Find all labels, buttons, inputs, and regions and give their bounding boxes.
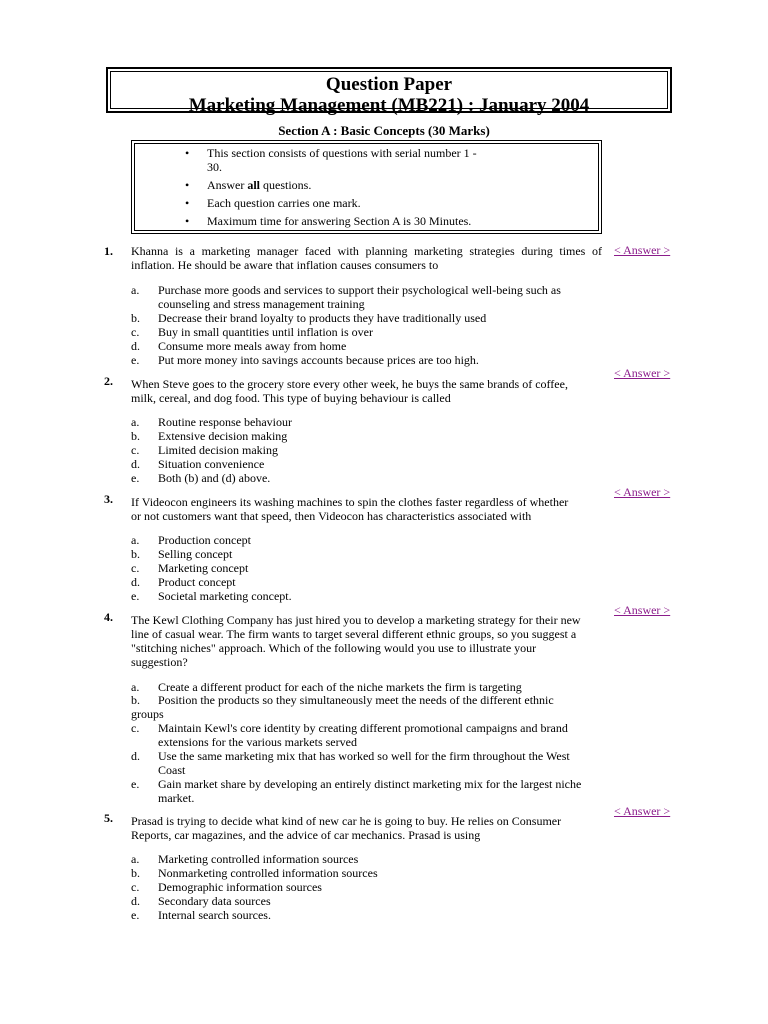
instruction-text: questions. — [260, 178, 312, 192]
option-letter: b. — [131, 866, 140, 880]
option-letter: a. — [131, 680, 140, 694]
option-letter: c. — [131, 880, 140, 894]
answer-link[interactable]: < Answer > — [614, 485, 671, 499]
option-text: Limited decision making — [158, 443, 278, 457]
option-letter: e. — [131, 353, 140, 367]
option-letter: d. — [131, 575, 140, 589]
option-letter: e. — [131, 589, 140, 603]
option-letter: b. — [131, 547, 140, 561]
option-text — [158, 777, 618, 805]
option-letter: c. — [131, 325, 140, 339]
option-text: Routine response behaviour — [158, 415, 292, 429]
question-text — [131, 495, 602, 523]
option-letter: c. — [131, 443, 140, 457]
option-letter: d. — [131, 894, 140, 908]
question-line: When Steve goes to the grocery store every other week, he buys the same brands of coffee, — [131, 377, 568, 391]
option-text: Put more money into savings accounts because prices are too high. — [158, 353, 479, 367]
instruction-item — [185, 196, 361, 210]
instruction-line: 30. — [207, 160, 222, 174]
option-text: Societal marketing concept. — [158, 589, 292, 603]
option-text: Product concept — [158, 575, 236, 589]
option-letter: b. — [131, 311, 140, 325]
title-box-inner — [110, 71, 668, 116]
question-number: 1. — [104, 244, 113, 258]
option-line: Coast — [158, 763, 186, 777]
option-letter: a. — [131, 415, 140, 429]
instruction-text: Maximum time for answering Section A is 30 Minutes. — [207, 214, 472, 228]
option-text — [158, 749, 618, 777]
question-line: The Kewl Clothing Company has just hired you to develop a marketing strategy for their new — [131, 613, 581, 627]
option-text: Nonmarketing controlled information sources — [158, 866, 378, 880]
option-letter: e. — [131, 908, 140, 922]
section-title: Section A : Basic Concepts (30 Marks) — [278, 123, 490, 138]
instruction-item — [185, 146, 507, 174]
option-text: Demographic information sources — [158, 880, 322, 894]
option-line: extensions for the various markets served — [158, 735, 357, 749]
question-line: Khanna is a marketing manager faced with planning marketing strategies during times of — [131, 244, 602, 258]
option-letter: c. — [131, 721, 140, 735]
instruction-item — [185, 214, 472, 228]
page-subtitle: Marketing Management (MB221) : January 2004 — [188, 95, 590, 116]
bullet-icon: • — [185, 214, 190, 228]
answer-link[interactable]: < Answer > — [614, 603, 671, 617]
bullet-icon: • — [185, 178, 190, 192]
question-line: Prasad is trying to decide what kind of new car he is going to buy. He relies on Consumer — [131, 814, 562, 828]
question-number: 5. — [104, 811, 113, 825]
option-text: Extensive decision making — [158, 429, 288, 443]
question-line: Reports, car magazines, and the advice of car mechanics. Prasad is using — [131, 828, 481, 842]
option-letter: a. — [131, 852, 140, 866]
question-line: milk, cereal, and dog food. This type of buying behaviour is called — [131, 391, 451, 405]
option-letter: d. — [131, 749, 140, 763]
option-text: Situation convenience — [158, 457, 265, 471]
bullet-icon: • — [185, 196, 190, 210]
option-line: Gain market share by developing an entirely distinct marketing mix for the largest niche — [158, 777, 582, 791]
page-title: Question Paper — [325, 74, 453, 95]
option-text — [158, 283, 618, 311]
instruction-item — [185, 178, 312, 192]
question-line: inflation. He should be aware that inflation causes consumers to — [131, 258, 439, 272]
option-letter: e. — [131, 471, 140, 485]
option-letter: d. — [131, 339, 140, 353]
instructions-box — [131, 140, 602, 234]
question-line: If Videocon engineers its washing machines to spin the clothes faster regardless of whether — [131, 495, 569, 509]
option-text: Internal search sources. — [158, 908, 271, 922]
question-line: or not customers want that speed, then Videocon has characteristics associated with — [131, 509, 532, 523]
option-line: Maintain Kewl's core identity by creating different promotional campaigns and brand — [158, 721, 568, 735]
option-letter: d. — [131, 457, 140, 471]
option-letter: c. — [131, 561, 140, 575]
question-number: 4. — [104, 610, 113, 624]
option-text: Decrease their brand loyalty to products they have traditionally used — [158, 311, 487, 325]
option-letter: b. — [131, 429, 140, 443]
option-text: Buy in small quantities until inflation is over — [158, 325, 373, 339]
instruction-emphasis: all — [247, 178, 260, 192]
answer-link[interactable]: < Answer > — [614, 366, 671, 380]
option-text — [158, 721, 618, 749]
question-line: "stitching niches" approach. Which of the following would you use to illustrate your — [131, 641, 537, 655]
option-text: Marketing concept — [158, 561, 249, 575]
option-letter: a. — [131, 533, 140, 547]
option-line: market. — [158, 791, 195, 805]
option-line: groups — [131, 707, 164, 721]
instruction-line: This section consists of questions with serial number 1 - — [207, 146, 477, 160]
question-text — [131, 377, 602, 405]
option-letter: b. — [131, 693, 140, 707]
instruction-text: Each question carries one mark. — [207, 196, 361, 210]
option-letter: e. — [131, 777, 140, 791]
option-text: Consume more meals away from home — [158, 339, 347, 353]
option-line: Use the same marketing mix that has worked so well for the firm throughout the West — [158, 749, 570, 763]
answer-link[interactable]: < Answer > — [614, 804, 671, 818]
option-line: counseling and stress management training — [158, 297, 365, 311]
option-line: Purchase more goods and services to support their psychological well-being such as — [158, 283, 561, 297]
option-text: Marketing controlled information sources — [158, 852, 359, 866]
option-text: Production concept — [158, 533, 251, 547]
option-text: Position the products so they simultaneously meet the needs of the different ethnic — [158, 693, 554, 707]
option-text: Secondary data sources — [158, 894, 271, 908]
option-letter: a. — [131, 283, 140, 297]
bullet-icon: • — [185, 146, 190, 160]
question-number: 3. — [104, 492, 113, 506]
question-text — [131, 244, 602, 272]
title-box — [106, 67, 672, 116]
question-number: 2. — [104, 374, 113, 388]
question-line: suggestion? — [131, 655, 188, 669]
question-text — [131, 613, 602, 669]
option-text: Selling concept — [158, 547, 233, 561]
answer-link[interactable]: < Answer > — [614, 243, 671, 257]
question-line: line of casual wear. The firm wants to target several different ethnic groups, so you suggest a — [131, 627, 577, 641]
option-text: Create a different product for each of the niche markets the firm is targeting — [158, 680, 522, 694]
instruction-text: Answer — [207, 178, 248, 192]
question-text — [131, 814, 602, 842]
option-text: Both (b) and (d) above. — [158, 471, 271, 485]
